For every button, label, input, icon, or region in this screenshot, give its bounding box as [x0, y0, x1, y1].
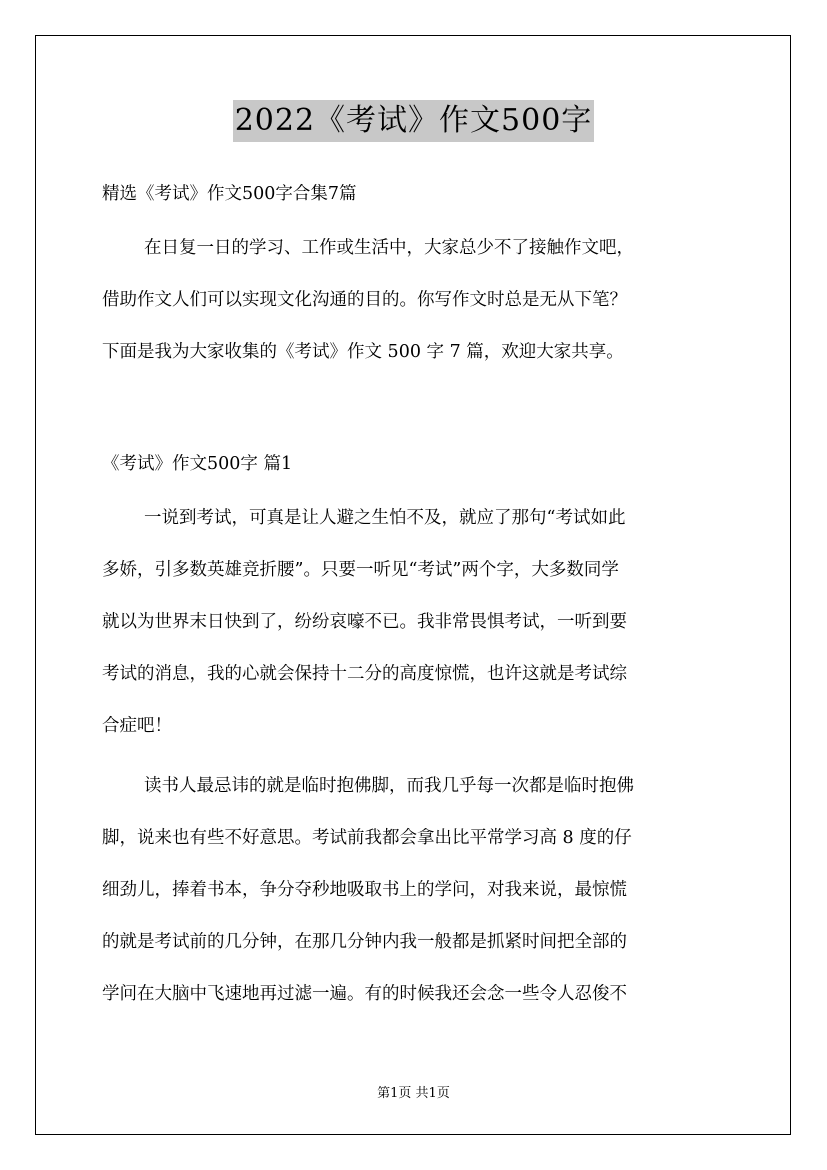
text-line: 细劲儿，捧着书本，争分夺秒地吸取书上的学问，对我来说，最惊慌 — [102, 880, 627, 900]
subtitle-line: 精选《考试》作文500字合集7篇 — [102, 184, 357, 204]
section-heading-text: 《考试》作文500字 篇1 — [102, 454, 293, 474]
body-paragraph-1 — [102, 492, 727, 752]
intro-paragraph — [102, 222, 727, 378]
text-line: 就以为世界末日快到了，纷纷哀嚎不已。我非常畏惧考试，一听到要 — [102, 612, 627, 632]
page-number: 第1页 共1页 — [377, 1086, 450, 1101]
text-line: 考试的消息，我的心就会保持十二分的高度惊慌，也许这就是考试综 — [102, 664, 627, 684]
section-heading — [102, 438, 727, 490]
text-line: 读书人最忌讳的就是临时抱佛脚，而我几乎每一次都是临时抱佛 — [144, 776, 634, 796]
text-line: 合症吧！ — [102, 716, 172, 736]
title-container — [0, 100, 827, 142]
text-line: 的就是考试前的几分钟，在那几分钟内我一般都是抓紧时间把全部的 — [102, 932, 627, 952]
text-line: 借助作文人们可以实现文化沟通的目的。你写作文时总是无从下笔？ — [102, 290, 627, 310]
text-line: 在日复一日的学习、工作或生活中，大家总少不了接触作文吧， — [144, 238, 634, 258]
text-line: 多娇，引多数英雄竞折腰”。只要一听见“考试”两个字，大多数同学 — [102, 560, 619, 580]
body-paragraph-2 — [102, 760, 727, 1020]
text-line: 学问在大脑中飞速地再过滤一遍。有的时候我还会念一些令人忍俊不 — [102, 984, 627, 1004]
page-footer — [0, 1082, 827, 1101]
text-line: 一说到考试，可真是让人避之生怕不及，就应了那句“考试如此 — [144, 508, 626, 528]
document-title: 2022《考试》作文500字 — [233, 100, 595, 142]
text-line: 下面是我为大家收集的《考试》作文 500 字 7 篇，欢迎大家共享。 — [102, 342, 624, 362]
document-subtitle — [102, 168, 727, 220]
text-line: 脚，说来也有些不好意思。考试前我都会拿出比平常学习高 8 度的仔 — [102, 828, 632, 848]
